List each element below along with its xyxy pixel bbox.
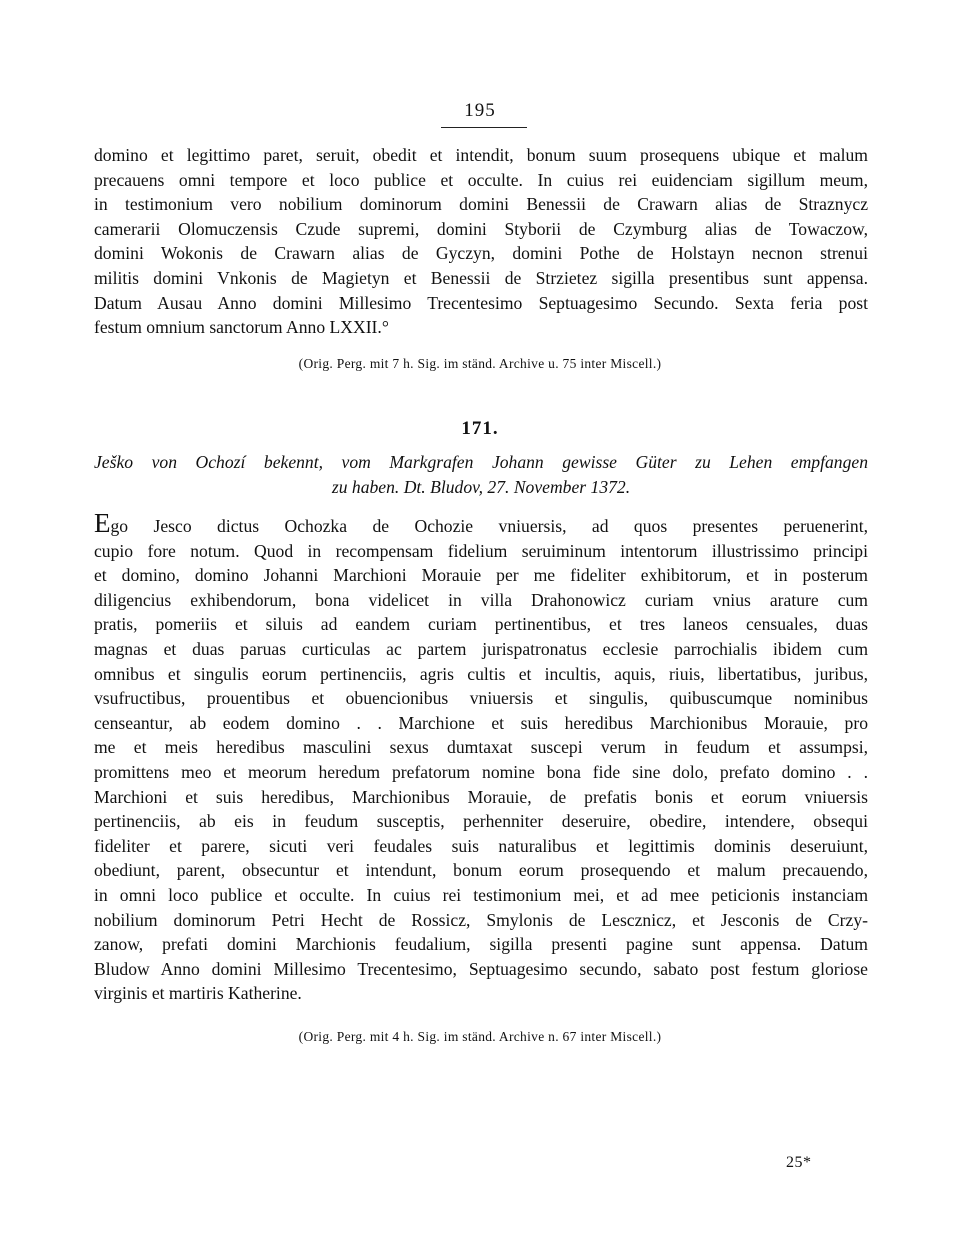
text-line: diligencius exhibendorum, bona videlicet in villa Drahonowicz curiam vnius arature cum [94, 589, 868, 610]
document-text [94, 514, 868, 1006]
text-line: censeantur, ab eodem domino . . Marchione et suis heredibus Marchionibus Morauie, pro [94, 712, 868, 733]
text-line: vsufructibus, prouentibus et obuencionibus vniuersis et singulis, quibuscumque nominibus [94, 688, 868, 709]
page-number: 195 [464, 100, 496, 121]
text-line: domino et legittimo paret, seruit, obedit et intendit, bonum suum prosequens ubique et malum [94, 145, 868, 165]
text-line: nobilium dominorum Petri Hecht de Rossicz, Smylonis de Lescznicz, et Jesconis de Crzy- [94, 909, 868, 930]
text-line-first [94, 514, 868, 539]
heading-line: zu haben. Dt. Bludov, 27. November 1372. [331, 477, 631, 497]
text-line: fideliter et parere, sicuti veri feudales suis naturalibus et legittimis dominis deseruiunt, [94, 835, 868, 856]
heading-line: Ješko von Ochozí bekennt, vom Markgrafen Johann gewisse Güter zu Lehen empfangen [94, 452, 868, 472]
text-line: festum omnium sanctorum Anno LXXII.° [94, 317, 389, 338]
initial-letter: E [94, 514, 111, 538]
page-number-rule [441, 127, 527, 128]
source-note: (Orig. Perg. mit 7 h. Sig. im ständ. Archive u. 75 inter Miscell.) [298, 356, 662, 371]
text-line: in omni loco publice et occulte. In cuius rei testimonium mei, et ad mee peticionis instanciam [94, 884, 868, 905]
text-line: Bludow Anno domini Millesimo Trecentesimo, Septuagesimo secundo, sabato post festum gloriose [94, 958, 868, 979]
text-line: Marchioni et suis heredibus, Marchionibus Morauie, de prefatis bonis et eorum vniuersis [94, 786, 868, 807]
text-line: cupio fore notum. Quod in recompensam fidelium seruiminum intentorum illustrissimo principi [94, 540, 868, 561]
text-line: Datum Ausau Anno domini Millesimo Trecentesimo Septuagesimo Secundo. Sexta feria post [94, 292, 868, 313]
document-heading [94, 450, 868, 500]
signature-mark: 25* [786, 1154, 812, 1171]
previous-document-text [94, 143, 868, 340]
text-line: militis domini Vnkonis de Magietyn et Benessii de Strzietez sigilla presentibus sunt appensa. [94, 267, 868, 288]
text-line: magnas et duas paruas curticulas ac partem jurispatronatus ecclesie parrochialis ibidem cum [94, 638, 868, 659]
text-line: pertinenciis, ab eis in feudum susceptis, perhenniter deseruire, obedire, intendere, obsequi [94, 811, 868, 832]
text-line: virginis et martiris Katherine. [94, 983, 302, 1004]
text-line: promittens meo et meorum heredum prefatorum nomine bona fide sine dolo, prefato domino . . [94, 761, 868, 782]
first-line-text: go Jesco dictus Ochozka de Ochozie vniuersis, ad quos presentes peruenerint, [110, 516, 868, 536]
text-line: pratis, pomeriis et siluis ad eandem curiam pertinentibus, et tres laneos censuales, duas [94, 614, 868, 635]
text-line: precauens omni tempore et loco publice et occulte. In cuius rei euidenciam sigillum meum, [94, 169, 868, 190]
text-line: domini Wokonis de Crawarn alias de Gyczyn, domini Pothe de Holstayn necnon strenui [94, 243, 868, 264]
text-line: et domino, domino Johanni Marchioni Morauie per me fideliter exhibitorum, et in posterum [94, 565, 868, 586]
text-line: me et meis heredibus masculini sexus dumtaxat suscepi verum in feudum et assumpsi, [94, 737, 868, 758]
document-number: 171. [461, 418, 499, 439]
source-note: (Orig. Perg. mit 4 h. Sig. im ständ. Archive n. 67 inter Miscell.) [298, 1029, 662, 1044]
text-line: camerarii Olomuczensis Czude supremi, domini Styborii de Czymburg alias de Towaczow, [94, 218, 868, 239]
text-line: omnibus et singulis eorum pertinenciis, agris cultis et incultis, aquis, riuis, libertatibus, juribus, [94, 663, 868, 684]
text-line: in testimonium vero nobilium dominorum domini Benessii de Crawarn alias de Straznycz [94, 194, 868, 215]
text-line: zanow, prefati domini Marchionis feudalium, sigilla presenti pagine sunt appensa. Datum [94, 934, 868, 955]
text-line: obediunt, parent, obsecuntur et intendunt, bonum eorum prosequendo et malum precauendo, [94, 860, 868, 881]
